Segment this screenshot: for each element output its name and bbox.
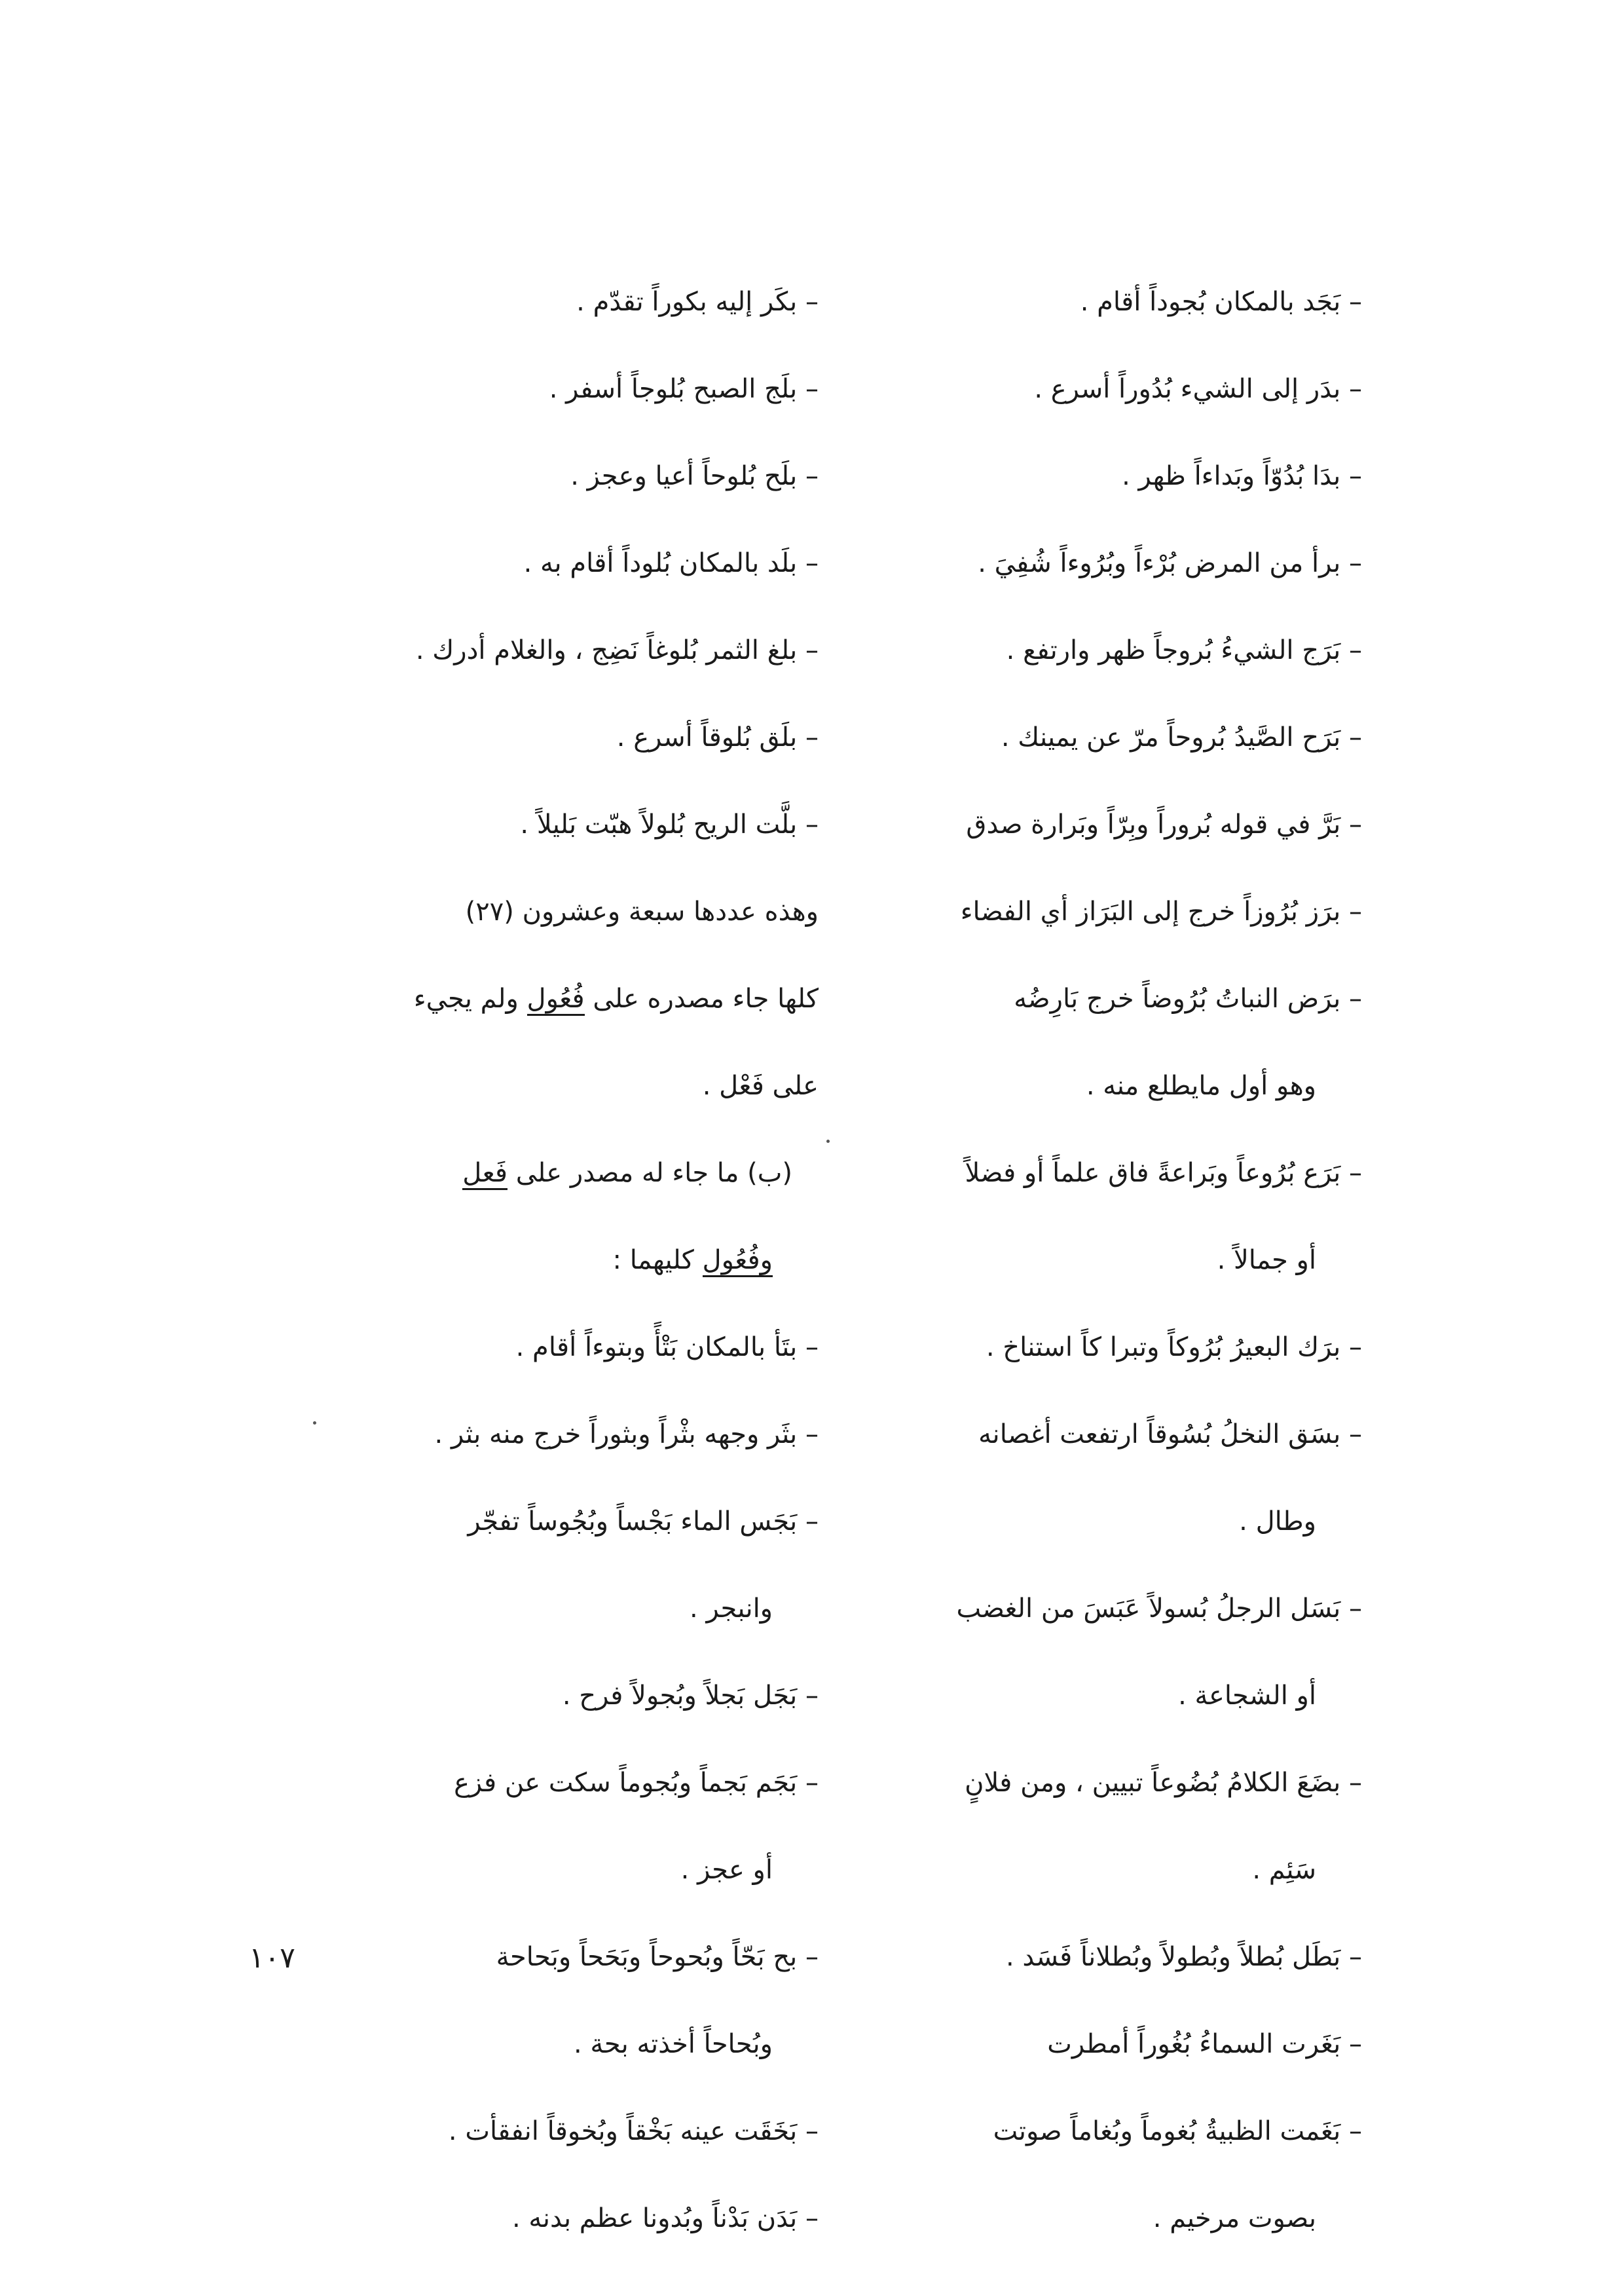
list-item: – بدَا بُدُوّاً وبَداءاً ظهر . — [1122, 461, 1362, 491]
list-item: – بَغَرت السماءُ بُغُوراً أمطرت — [1047, 2029, 1362, 2059]
list-item-continuation: وانبجر . — [690, 1594, 773, 1624]
list-item-continuation: وطال . — [1239, 1506, 1316, 1537]
list-item: – برأ من المرض بُرْءاً وبُرُوءاً شُفِيَ . — [978, 548, 1362, 578]
list-item-continuation: وبُحاحاً أخذته بحة . — [573, 2029, 773, 2059]
list-item: – بتَأ بالمكان بَتْأً وبتوءاً أقام . — [515, 1332, 819, 1362]
list-item-continuation: أو عجز . — [680, 1855, 773, 1885]
list-item: – برَز بُرُوزاً خرج إلى البَرَاز أي الفضاء — [960, 897, 1362, 927]
list-item: – بثَر وجهه بثْراً وبثوراً خرج منه بثر . — [434, 1419, 819, 1449]
list-item: – بَرَع بُرُوعاً وبَراعةً فاق علماً أو فضلاً — [965, 1158, 1362, 1188]
list-item: – بضَعَ الكلامُ بُضُوعاً تبيين ، ومن فلانٍ — [965, 1768, 1362, 1798]
list-item: – بلَج الصبح بُلوجاً أسفر . — [549, 374, 819, 404]
list-item: – بلغ الثمر بُلوغاً نَضِج ، والغلام أدرك . — [415, 635, 819, 665]
list-item-continuation: سَئِم . — [1252, 1855, 1316, 1885]
section-summary-line — [275, 956, 819, 1043]
list-item: – بلَح بُلوحاً أعيا وعجز . — [570, 461, 819, 491]
list-item-continuation: أو الشجاعة . — [1178, 1681, 1316, 1711]
section-heading — [275, 1130, 819, 1217]
list-item: – بلَد بالمكان بُلوداً أقام به . — [523, 548, 819, 578]
underlined-pattern: وفُعُول — [703, 1245, 773, 1277]
list-item: – بلَق بُلوقاً أسرع . — [616, 722, 819, 753]
list-item: – برَك البعيرُ بُرُوكاً وتبرا كاً استناخ . — [986, 1332, 1362, 1362]
list-item: – بح بَحّاً وبُحوحاً وبَحَحاً وبَحاحة — [496, 1942, 819, 1972]
section-summary-line: على فَعْل . — [702, 1071, 819, 1101]
page-number: ١٠٧ — [249, 1941, 295, 1975]
line-text-after: ولم يجيء — [413, 984, 527, 1014]
list-item: – بسَق النخلُ بُسُوقاً ارتفعت أغصانه — [978, 1419, 1362, 1449]
list-item-continuation: أو جمالاً . — [1217, 1245, 1316, 1275]
underlined-pattern: فُعُول — [527, 984, 585, 1016]
list-item: – بَرَح الصَّيدُ بُروحاً مرّ عن يمينك . — [1001, 722, 1362, 753]
line-text-before: (ب) ما جاء له مصدر على — [507, 1158, 792, 1188]
section-heading-continuation — [275, 1217, 819, 1304]
list-item-continuation: وهو أول مايطلع منه . — [1086, 1071, 1316, 1101]
line-text-after: كليهما : — [612, 1245, 703, 1275]
section-summary-line: وهذه عددها سبعة وعشرون (٢٧) — [465, 897, 819, 927]
list-item: – بَجَد بالمكان بُجوداً أقام . — [1080, 287, 1362, 317]
list-item: – بلَّت الريح بُلولاً هبّت بَليلاً . — [520, 810, 819, 840]
list-item-continuation: بصوت مرخيم . — [1153, 2203, 1316, 2233]
list-item: – بَدَن بَدْناً وبُدونا عظم بدنه . — [511, 2203, 819, 2233]
list-item: – بَرَّ في قوله بُروراً وبِرّاً وبَرارة صدق — [966, 810, 1362, 840]
list-item: – بَسَل الرجلُ بُسولاً عَبَسَ من الغضب — [956, 1594, 1362, 1624]
list-item: – بَخَقَت عينه بَخْقاً وبُخوقاً انفقأت . — [448, 2116, 819, 2146]
right-column — [838, 259, 1362, 2262]
list-item: – بَطَل بُطلاً وبُطولاً وبُطلاناً فَسَد . — [1005, 1942, 1362, 1972]
list-item: – بَجَل بَجلاً وبُجولاً فرح . — [562, 1681, 819, 1711]
list-item: – بكَر إليه بكوراً تقدّم . — [576, 287, 819, 317]
list-item: – بَرَج الشيءُ بُروجاً ظهر وارتفع . — [1006, 635, 1362, 665]
list-item: – بدَر إلى الشيء بُدُوراً أسرع . — [1034, 374, 1362, 404]
scan-speck — [826, 1140, 830, 1143]
list-item: – بَجَم بَجماً وبُجوماً سكت عن فزع — [454, 1768, 819, 1798]
list-item: – برَض النباتُ بُرُوضاً خرج بَارِضُه — [1014, 984, 1362, 1014]
underlined-pattern: فَعل — [462, 1158, 507, 1190]
line-text-before: كلها جاء مصدره على — [584, 984, 819, 1014]
scan-speck — [313, 1421, 316, 1425]
list-item: – بَغَمت الظبيةُ بُغوماً وبُغاماً صوتت — [993, 2116, 1362, 2146]
list-item: – بَجَس الماء بَجْساً وبُجُوساً تفجّر — [468, 1506, 819, 1537]
